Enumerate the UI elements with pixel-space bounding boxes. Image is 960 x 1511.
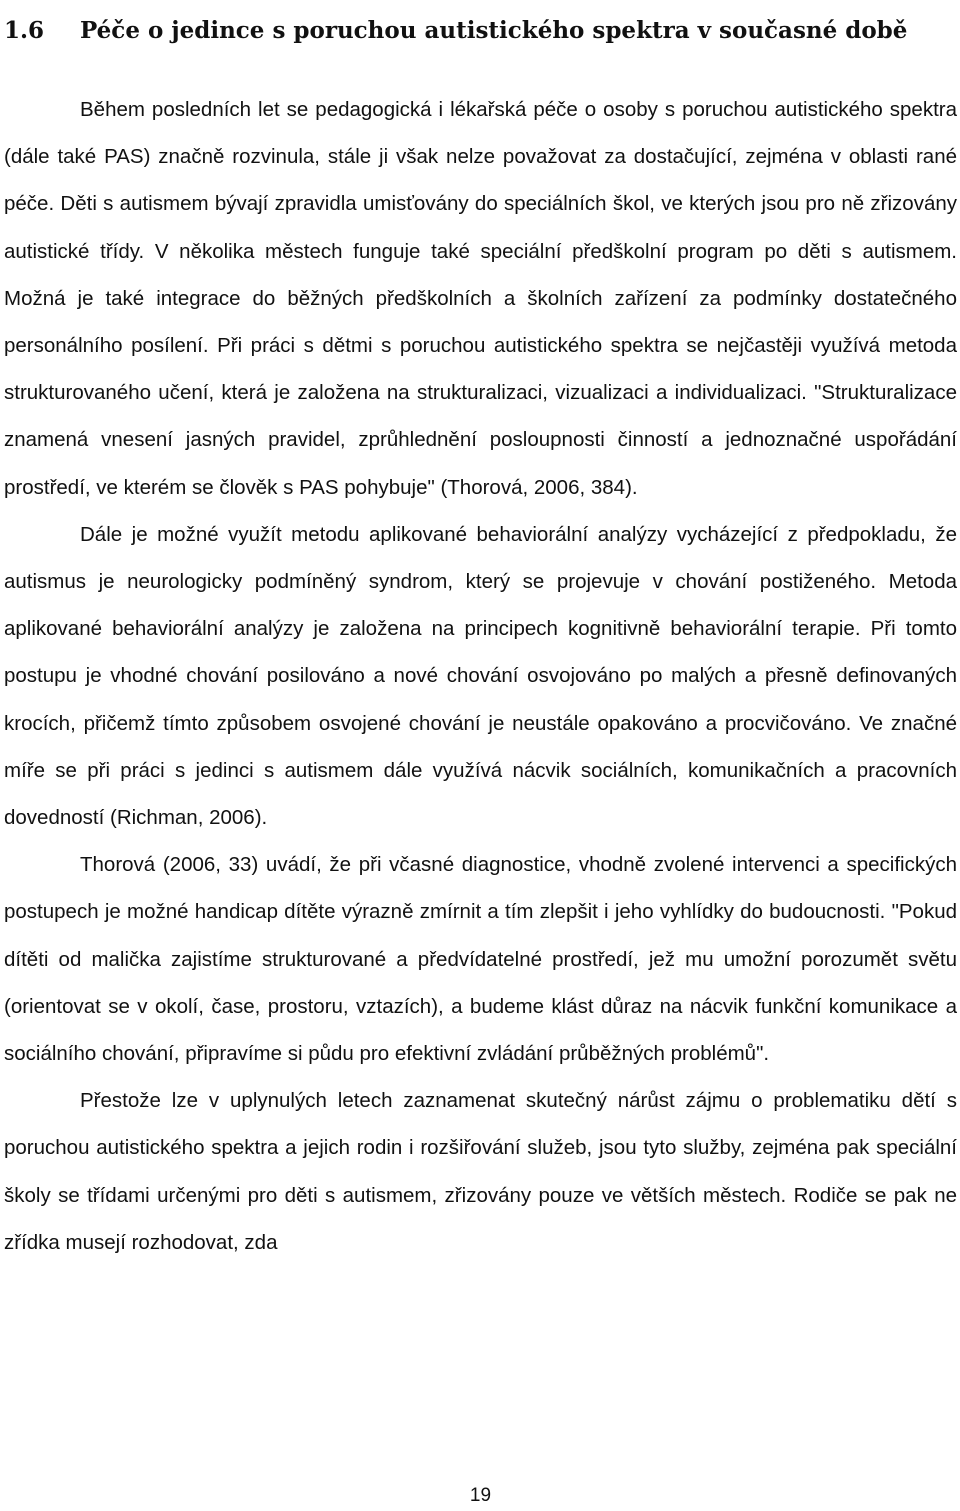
page-number: 19 xyxy=(469,1485,492,1506)
paragraph: Přestože lze v uplynulých letech zaznamenat skutečný nárůst zájmu o problematiku dětí s poruchou autistického spektra a jejich rodin i rozšiřování služeb, jsou tyto služby, zejména pak speciální školy se třídami určenými pro děti s autismem, zřizovány pouze ve větších městech. Rodiče se pak ne zřídka musejí rozhodovat, zda xyxy=(4,1089,957,1254)
body-text xyxy=(4,86,957,1266)
paragraph: Dále je možné využít metodu aplikované behaviorální analýzy vycházející z předpokladu, že autismus je neurologicky podmíněný syndrom, který se projevuje v chování postiženého. Metoda aplikované behaviorální analýzy je založena na principech kognitivně behaviorální terapie. Při tomto postupu je vhodné chování posilováno a nové chování osvojováno po malých a přesně definovaných krocích, přičemž tímto způsobem osvojené chování je neustále opakováno a procvičováno. Ve značné míře se při práci s jedinci s autismem dále využívá nácvik sociálních, komunikačních a pracovních dovedností (Richman, 2006). xyxy=(4,522,957,830)
section-title: Péče o jedince s poruchou autistického spektra v současné době xyxy=(80,17,908,45)
document-page xyxy=(4,0,957,1511)
section-heading xyxy=(4,15,957,51)
section-number: 1.6 xyxy=(4,17,45,45)
paragraph: Během posledních let se pedagogická i lékařská péče o osoby s poruchou autistického spektra (dále také PAS) značně rozvinula, stále ji však nelze považovat za dostačující, zejména v oblasti rané péče. Děti s autismem bývají zpravidla umisťovány do speciálních škol, ve kterých jsou pro ně zřizovány autistické třídy. V několika městech funguje také speciální předškolní program po děti s autismem. Možná je také integrace do běžných předškolních a školních zařízení za podmínky dostatečného personálního posílení. Při práci s dětmi s poruchou autistického spektra se nejčastěji využívá metoda strukturovaného učení, která je založena na strukturalizaci, vizualizaci a individualizaci. "Strukturalizace znamená vnesení jasných pravidel, zprůhlednění posloupnosti činností a jednoznačné uspořádání prostředí, ve kterém se člověk s PAS pohybuje" (Thorová, 2006, 384). xyxy=(4,98,957,499)
paragraph: Thorová (2006, 33) uvádí, že při včasné diagnostice, vhodně zvolené intervenci a specifických postupech je možné handicap dítěte výrazně zmírnit a tím zlepšit i jeho vyhlídky do budoucnosti. "Pokud dítěti od malička zajistíme strukturované a předvídatelné prostředí, jež mu umožní porozumět světu (orientovat se v okolí, čase, prostoru, vztazích), a budeme klást důraz na nácvik funkční komunikace a sociálního chování, připravíme si půdu pro efektivní zvládání průběžných problémů". xyxy=(4,853,957,1066)
